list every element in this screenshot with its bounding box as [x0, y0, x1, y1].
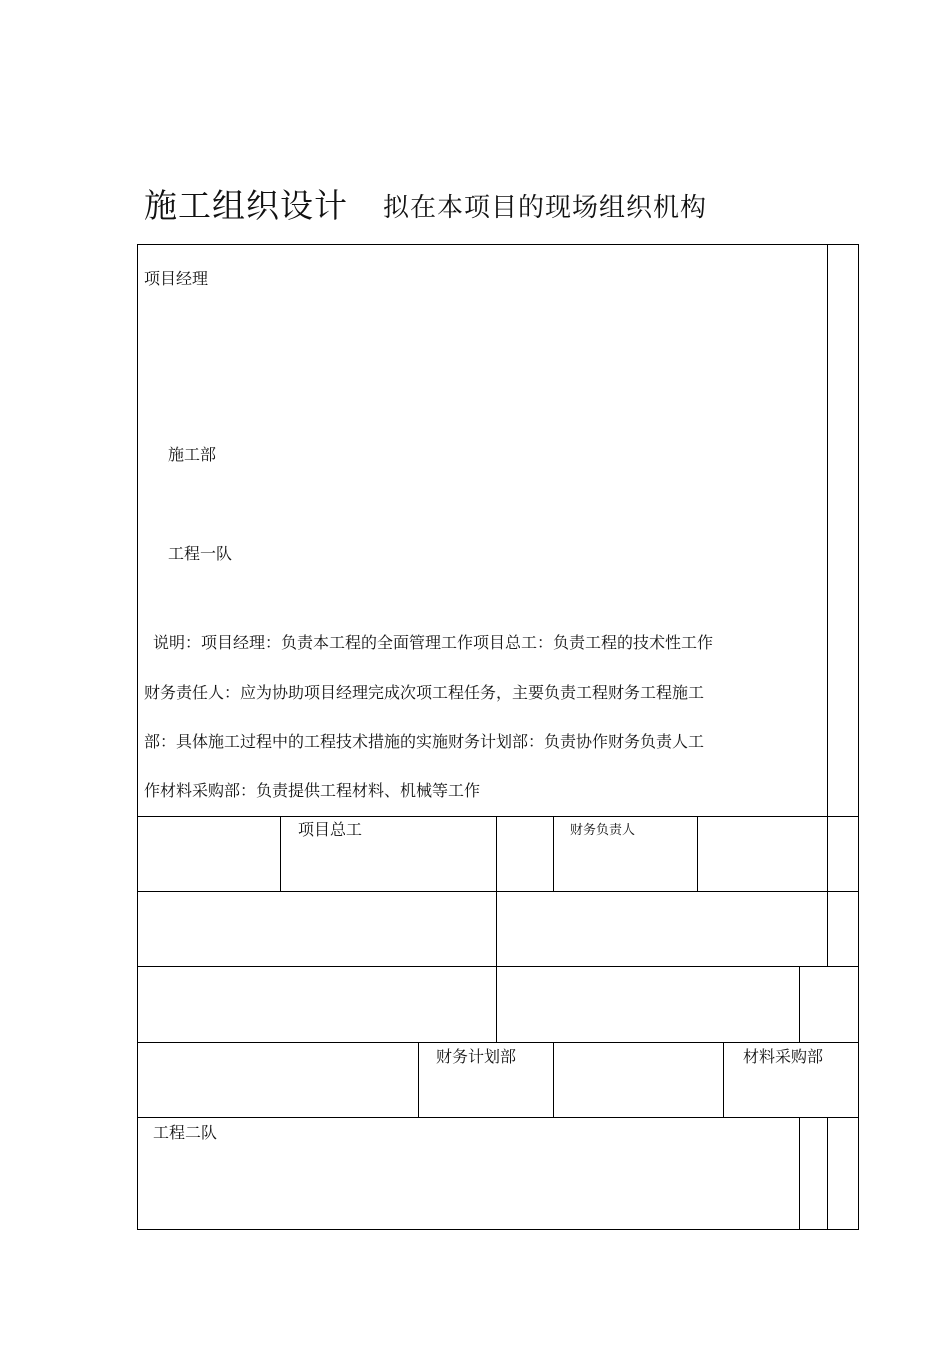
note-line: 部：具体施工过程中的工程技术措施的实施财务计划部：负责协作财务负责人工	[144, 732, 705, 751]
table-border-left	[137, 244, 138, 1230]
table-rule	[697, 816, 698, 891]
table-rule	[496, 816, 497, 891]
table-rule	[137, 1042, 859, 1043]
table-rule	[137, 1117, 859, 1118]
team-two-label: 工程二队	[153, 1123, 218, 1142]
table-rule	[799, 966, 800, 1042]
table-rule	[799, 1117, 800, 1230]
table-rule	[418, 1042, 419, 1117]
finance-head-label: 财务负责人	[570, 823, 636, 838]
table-rule	[723, 1042, 724, 1117]
team-one-label: 工程一队	[168, 544, 233, 563]
table-border-bottom	[137, 1229, 859, 1230]
page-title: 施工组织设计	[144, 186, 348, 225]
table-border-right	[858, 244, 859, 1230]
construction-dept-label: 施工部	[168, 445, 217, 464]
chief-engineer-label: 项目总工	[298, 820, 363, 839]
project-manager-label: 项目经理	[144, 269, 209, 288]
note-line: 作材料采购部：负责提供工程材料、机械等工作	[144, 781, 481, 800]
material-dept-label: 材料采购部	[743, 1047, 824, 1066]
table-rule	[827, 244, 828, 967]
note-line: 说明：项目经理：负责本工程的全面管理工作项目总工：负责工程的技术性工作	[153, 633, 714, 652]
table-rule	[553, 1042, 554, 1117]
table-rule	[827, 1117, 828, 1230]
note-line: 财务责任人：应为协助项目经理完成次项工程任务，主要负责工程财务工程施工	[144, 683, 705, 702]
table-border-top	[137, 244, 859, 245]
finance-plan-dept-label: 财务计划部	[436, 1047, 517, 1066]
table-rule	[496, 891, 497, 1042]
page-subtitle: 拟在本项目的现场组织机构	[383, 193, 708, 223]
table-rule	[553, 816, 554, 891]
table-rule	[137, 891, 859, 892]
table-rule	[137, 816, 859, 817]
table-rule	[280, 816, 281, 891]
table-rule	[137, 966, 859, 967]
